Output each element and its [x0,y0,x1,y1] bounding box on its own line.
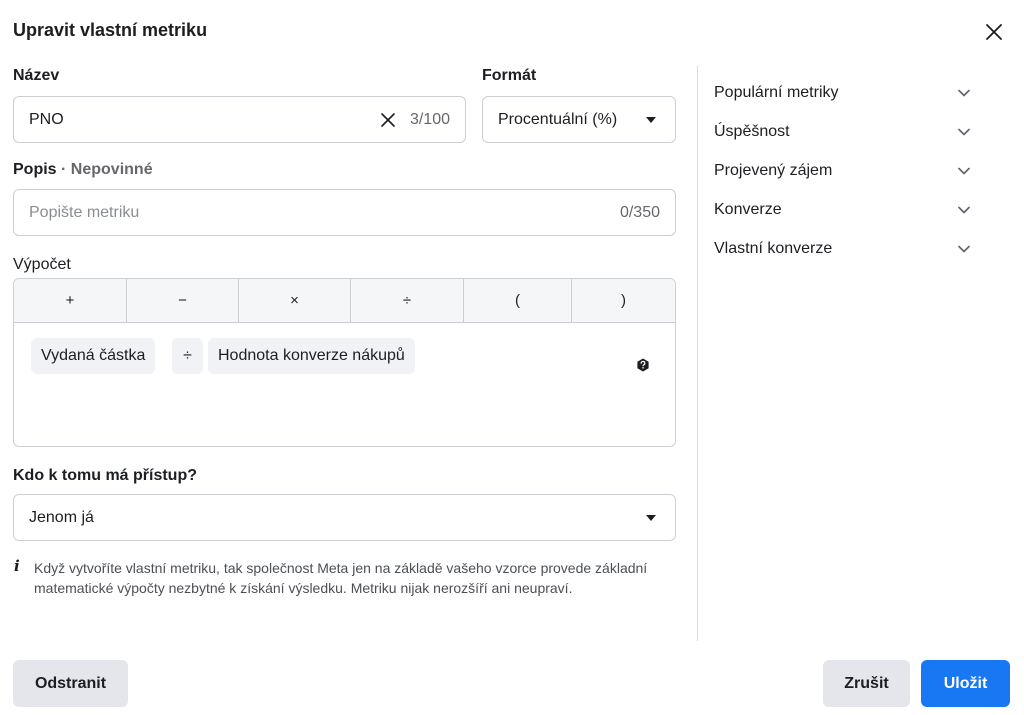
name-value[interactable]: PNO [29,110,64,128]
close-icon [985,23,1003,41]
formula-token-metric[interactable]: Vydaná částka [31,338,155,374]
info-icon: i [14,557,20,575]
clear-icon[interactable] [380,112,396,128]
name-label: Název [13,67,60,84]
operator-divide-button[interactable]: ÷ [351,279,464,322]
category-performance[interactable] [714,118,980,146]
description-field[interactable] [13,189,676,236]
operator-minus-button[interactable]: − [127,279,239,322]
name-field[interactable] [13,96,466,143]
description-label-text: Popis [13,161,57,178]
category-label: Úspěšnost [714,123,790,140]
chevron-down-icon [958,167,970,175]
category-label: Konverze [714,201,782,218]
description-label [13,161,153,179]
chevron-down-icon [958,206,970,214]
description-optional-hint: Nepovinné [70,161,153,178]
formula-token-metric[interactable]: Hodnota konverze nákupů [208,338,415,374]
category-label: Projevený zájem [714,162,833,179]
access-label: Kdo k tomu má přístup? [13,467,197,484]
delete-button[interactable]: Odstranit [13,660,128,707]
description-input[interactable]: Popište metriku [29,203,140,221]
save-button[interactable]: Uložit [921,660,1010,707]
cancel-button[interactable]: Zrušit [823,660,910,707]
operator-close-paren-button[interactable]: ) [621,292,626,309]
page-title: Upravit vlastní metriku [13,20,208,40]
caret-down-icon [645,514,657,522]
category-custom-conversions[interactable] [714,235,980,263]
category-label: Vlastní konverze [714,240,833,257]
panel-divider [697,66,698,641]
operator-multiply-button[interactable]: × [239,279,351,322]
category-conversions[interactable] [714,196,980,224]
access-select[interactable] [13,494,676,541]
format-select[interactable] [482,96,676,143]
formula-help-icon[interactable] [636,358,650,372]
description-label-separator: · [61,161,67,178]
close-button[interactable] [982,20,1006,44]
category-label: Populární metriky [714,84,839,101]
chevron-down-icon [958,89,970,97]
category-engagement[interactable] [714,157,980,185]
operator-open-paren-button[interactable]: ( [464,279,572,322]
format-label: Formát [482,67,537,84]
operator-plus-button[interactable]: + [14,279,127,322]
calculation-label: Výpočet [13,256,71,273]
name-counter: 3/100 [409,110,450,128]
description-counter: 0/350 [619,203,660,221]
operator-toolbar [14,279,675,323]
formula-token-operator[interactable]: ÷ [172,338,203,374]
chevron-down-icon [958,128,970,136]
caret-down-icon [645,116,657,124]
format-value: Procentuální (%) [498,110,618,128]
chevron-down-icon [958,245,970,253]
access-value: Jenom já [29,508,94,526]
category-popular-metrics[interactable] [714,79,980,107]
info-text: Když vytvoříte vlastní metriku, tak společnost Meta jen na základě vašeho vzorce provede základní matematické výpočty nezbytné k získání výsledku. Metriku nijak nerozšíří ani neupraví. [34,560,648,596]
